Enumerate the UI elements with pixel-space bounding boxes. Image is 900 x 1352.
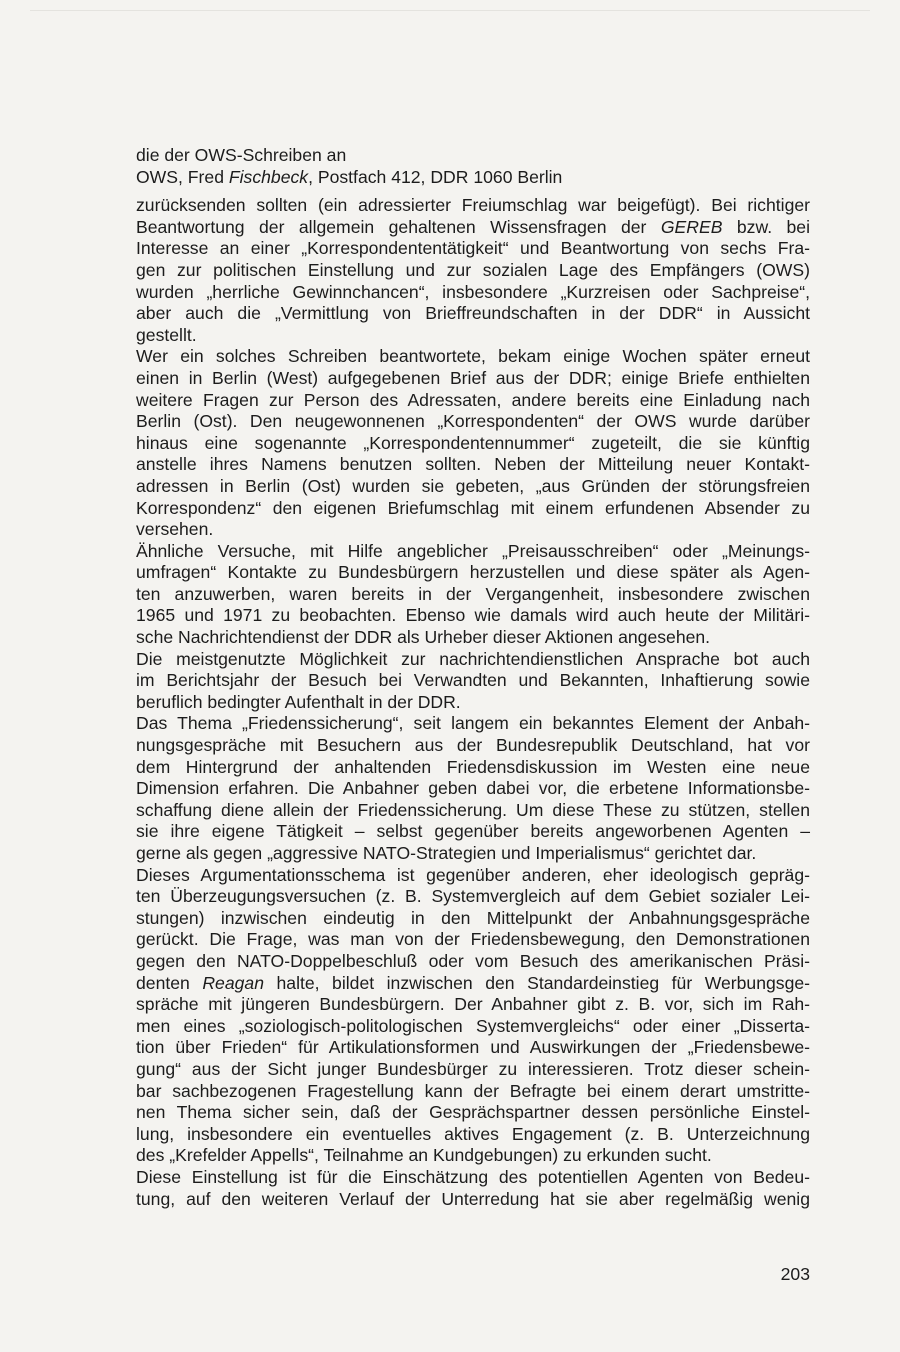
text-line — [136, 1167, 810, 1189]
paragraph — [136, 346, 810, 540]
text-line — [136, 195, 810, 217]
address-line-2 — [136, 167, 810, 189]
text-run: men eines „soziologisch-politologischen Systemvergleichs“ oder einer „Disserta- — [136, 1015, 810, 1036]
text-run: Die meistgenutzte Möglichkeit zur nachrichtendienstlichen Ansprache bot auch — [136, 648, 810, 669]
text-run: wurden „herrliche Gewinnchancen“, insbesondere „Kurzreisen oder Sachpreise“, — [136, 281, 810, 302]
address-name: Fischbeck — [228, 166, 309, 187]
text-line — [136, 886, 810, 908]
text-line — [136, 649, 810, 671]
text-line — [136, 584, 810, 606]
italic-name: Reagan — [202, 972, 264, 993]
text-line — [136, 713, 810, 735]
text-run: anstelle ihres Namens benutzen sollten. Neben der Mitteilung neuer Kontakt- — [136, 454, 810, 475]
text-run: sche Nachrichtendienst der DDR als Urheber dieser Aktionen angesehen. — [136, 627, 711, 648]
text-run: Diese Einstellung ist für die Einschätzung des potentiellen Agenten von Bedeu- — [136, 1166, 810, 1187]
text-line — [136, 627, 810, 649]
text-line — [136, 303, 810, 325]
page-number: 203 — [780, 1264, 810, 1284]
text-run: nungsgespräche mit Besuchern aus der Bundesrepublik Deutschland, hat vor — [136, 735, 810, 756]
text-line — [136, 325, 810, 347]
text-line — [136, 411, 810, 433]
text-run: tung, auf den weiteren Verlauf der Unterredung hat sie aber regelmäßig wenig — [136, 1188, 810, 1209]
text-run: gerückt. Die Frage, was man von der Friedensbewegung, den Demonstrationen — [136, 929, 810, 950]
text-line — [136, 821, 810, 843]
text-run: stungen) inzwischen eindeutig in den Mittelpunkt der Anbahnungsgespräche — [136, 907, 810, 928]
text-line — [136, 1037, 810, 1059]
text-run: gestellt. — [136, 324, 197, 345]
text-line — [136, 929, 810, 951]
text-run: Interesse an einer „Korrespondententätigkeit“ und Beantwortung von sechs Fra- — [136, 238, 810, 259]
text-run: umfragen“ Kontakte zu Bundesbürgern herzustellen und diese später als Agen- — [136, 562, 810, 583]
text-run: Berlin (Ost). Den neugewonnenen „Korrespondenten“ der OWS wurde darüber — [136, 411, 810, 432]
text-run: gegen den NATO-Doppelbeschluß oder vom Besuch des amerikanischen Präsi- — [136, 950, 810, 971]
text-run: bzw. bei — [722, 216, 811, 237]
text-line — [136, 1145, 810, 1167]
text-line — [136, 562, 810, 584]
text-line — [136, 1016, 810, 1038]
text-line — [136, 390, 810, 412]
text-line — [136, 476, 810, 498]
text-line — [136, 1189, 810, 1211]
text-run: Korrespondenz“ den eigenen Briefumschlag mit einem erfundenen Absender zu — [136, 497, 810, 518]
scan-edge-line — [30, 10, 870, 11]
text-line — [136, 865, 810, 887]
text-run: des „Krefelder Appells“, Teilnahme an Kundgebungen) zu erkunden sucht. — [136, 1145, 712, 1166]
text-line — [136, 994, 810, 1016]
paragraph — [136, 541, 810, 649]
document-page — [136, 145, 810, 1210]
text-run: gen zur politischen Einstellung und zur sozialen Lage des Empfängers (OWS) — [136, 259, 810, 280]
text-run: gerne als gegen „aggressive NATO-Strategien und Imperialismus“ gerichtet dar. — [136, 843, 757, 863]
text-run: adressen in Berlin (Ost) wurden sie gebeten, „aus Gründen der störungsfreien — [136, 475, 810, 496]
address-block — [136, 145, 810, 188]
text-line — [136, 692, 810, 714]
text-run: ten Überzeugungsversuchen (z. B. Systemvergleich auf dem Gebiet sozialer Lei- — [136, 886, 810, 907]
text-run: Das Thema „Friedenssicherung“, seit langem ein bekanntes Element der Anbah- — [136, 713, 810, 734]
text-run: Beantwortung der allgemein gehaltenen Wissensfragen der — [136, 216, 661, 237]
body-text — [136, 195, 810, 1210]
text-line — [136, 735, 810, 757]
text-line — [136, 605, 810, 627]
text-line — [136, 454, 810, 476]
text-run: hinaus eine sogenannte „Korrespondentennummer“ zugeteilt, die sie künftig — [136, 432, 810, 453]
text-run: einen in Berlin (West) aufgegebenen Brief aus der DDR; einige Briefe enthielten — [136, 367, 810, 388]
text-run: lung, insbesondere ein eventuelles aktives Engagement (z. B. Unterzeichnung — [136, 1123, 810, 1144]
text-run: ten anzuwerben, waren bereits in der Vergangenheit, insbesondere zwischen — [136, 583, 810, 604]
address-suffix: , Postfach 412, DDR 1060 Berlin — [308, 166, 563, 187]
text-line — [136, 1102, 810, 1124]
text-line — [136, 217, 810, 239]
text-line — [136, 800, 810, 822]
text-run: dem Hintergrund der anhaltenden Friedensdiskussion im Westen eine neue — [136, 756, 810, 777]
text-line — [136, 519, 810, 541]
text-line — [136, 973, 810, 995]
italic-name: GEREB — [660, 216, 723, 237]
text-run: schaffung diene allein der Friedenssicherung. Um diese These zu stützen, stellen — [136, 799, 810, 820]
text-line — [136, 346, 810, 368]
text-line — [136, 433, 810, 455]
text-run: denten — [136, 972, 203, 993]
text-run: beruflich bedingter Aufenthalt in der DDR. — [136, 691, 461, 712]
text-line — [136, 670, 810, 692]
text-run: versehen. — [136, 519, 214, 540]
text-line — [136, 1081, 810, 1103]
text-run: im Berichtsjahr der Besuch bei Verwandten und Bekannten, Inhaftierung sowie — [136, 670, 810, 691]
text-line — [136, 498, 810, 520]
text-run: Wer ein solches Schreiben beantwortete, bekam einige Wochen später erneut — [136, 346, 810, 367]
text-line — [136, 260, 810, 282]
paragraph — [136, 865, 810, 1167]
text-line — [136, 757, 810, 779]
text-run: Dieses Argumentationsschema ist gegenüber anderen, eher ideologisch gepräg- — [136, 864, 810, 885]
text-run: Dimension erfahren. Die Anbahner geben dabei vor, die erbetene Informationsbe- — [136, 778, 810, 799]
paragraph — [136, 649, 810, 714]
text-run: bar sachbezogenen Fragestellung kann der Befragte bei einem derart umstritte- — [136, 1080, 810, 1101]
text-line — [136, 1124, 810, 1146]
text-run: sie ihre eigene Tätigkeit – selbst gegenüber bereits angeworbenen Agenten – — [136, 821, 810, 842]
text-run: spräche mit jüngeren Bundesbürgern. Der Anbahner gibt z. B. vor, sich im Rah- — [136, 994, 810, 1015]
text-line — [136, 778, 810, 800]
text-run: Ähnliche Versuche, mit Hilfe angeblicher „Preisausschreiben“ oder „Meinungs- — [136, 540, 810, 561]
paragraph — [136, 713, 810, 864]
text-run: halte, bildet inzwischen den Standardeinstieg für Werbungsge- — [263, 972, 810, 993]
text-line — [136, 368, 810, 390]
text-line — [136, 908, 810, 930]
text-line — [136, 541, 810, 563]
address-prefix: OWS, Fred — [136, 166, 229, 187]
text-line — [136, 282, 810, 304]
text-line — [136, 843, 810, 865]
paragraph — [136, 195, 810, 346]
text-run: weitere Fragen zur Person des Adressaten, andere bereits eine Einladung nach — [136, 389, 810, 410]
text-run: gung“ aus der Sicht junger Bundesbürger zu interessieren. Trotz dieser schein- — [136, 1058, 810, 1079]
text-run: zurücksenden sollten (ein adressierter Freiumschlag war beigefügt). Bei richtiger — [136, 195, 810, 216]
text-line — [136, 1059, 810, 1081]
address-line-1: die der OWS-Schreiben an — [136, 145, 347, 165]
text-run: tion über Frieden“ für Artikulationsformen und Auswirkungen der „Friedensbewe- — [136, 1037, 810, 1058]
text-run: 1965 und 1971 zu beobachten. Ebenso wie damals wird auch heute der Militäri- — [136, 605, 810, 626]
text-run: aber auch die „Vermittlung von Brieffreundschaften in der DDR“ in Aussicht — [136, 303, 810, 324]
paragraph — [136, 1167, 810, 1210]
text-run: nen Thema sicher sein, daß der Gesprächspartner dessen persönliche Einstel- — [136, 1102, 810, 1123]
text-line — [136, 238, 810, 260]
text-line — [136, 951, 810, 973]
